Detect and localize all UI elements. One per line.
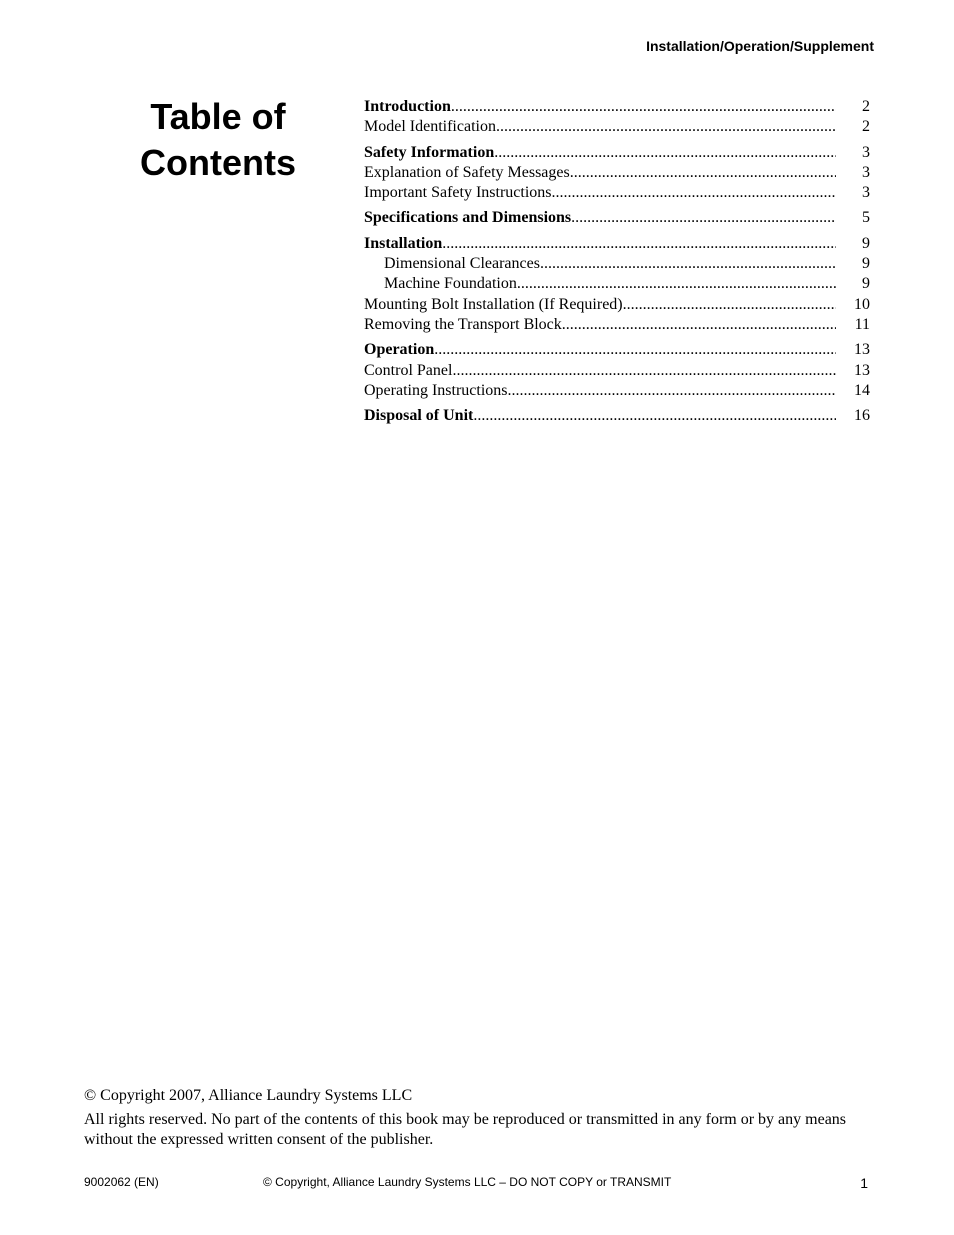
toc-entry-mounting-bolt-installation[interactable] — [364, 295, 870, 315]
toc-entry-page: 16 — [854, 407, 870, 425]
toc-entry-page: 9 — [862, 234, 870, 252]
toc-entry-title: Control Panel — [364, 361, 453, 379]
toc-entry-dimensional-clearances[interactable] — [364, 254, 870, 274]
toc-entry-specifications-and-dimensions[interactable] — [364, 208, 870, 228]
toc-entry-page: 10 — [854, 295, 870, 313]
toc-heading — [118, 94, 318, 186]
toc-entry-title: Installation — [364, 234, 443, 252]
footer-copyright-notice: © Copyright, Alliance Laundry Systems LLC – DO NOT COPY or TRANSMIT — [263, 1175, 672, 1189]
toc-entry-title: Introduction — [364, 98, 451, 115]
toc-entry-operation[interactable] — [364, 340, 870, 360]
toc-heading-line-1: Table of — [150, 96, 286, 137]
toc-entry-title: Safety Information — [364, 143, 495, 161]
toc-leader-dots — [496, 117, 836, 137]
toc-leader-dots — [552, 183, 836, 203]
toc-entry-title: Mounting Bolt Installation (If Required) — [364, 295, 623, 313]
toc-leader-dots — [494, 143, 836, 163]
toc-entry-control-panel[interactable] — [364, 361, 870, 381]
page-number: 1 — [860, 1175, 868, 1191]
toc-entry-page: 2 — [862, 118, 870, 136]
toc-entry-explanation-of-safety-messages[interactable] — [364, 163, 870, 183]
toc-entry-important-safety-instructions[interactable] — [364, 183, 870, 203]
toc-entry-page: 3 — [862, 163, 870, 181]
toc-entry-page: 3 — [862, 143, 870, 161]
toc-entry-page: 13 — [854, 361, 870, 379]
document-header-title: Installation/Operation/Supplement — [646, 38, 874, 54]
toc-entry-title: Operation — [364, 341, 435, 359]
toc-leader-dots — [434, 340, 836, 360]
toc-leader-dots — [473, 406, 836, 426]
toc-leader-dots — [540, 254, 836, 274]
toc-leader-dots — [451, 97, 836, 117]
toc-leader-dots — [571, 208, 836, 228]
rights-reserved-text: All rights reserved. No part of the contents of this book may be reproduced or transmitted in any form or by any means without the expressed written consent of the publisher. — [84, 1111, 847, 1148]
toc-leader-dots — [623, 295, 836, 315]
toc-entry-page: 14 — [854, 381, 870, 399]
toc-entry-page: 3 — [862, 184, 870, 202]
toc-heading-line-2: Contents — [140, 142, 296, 183]
toc-entry-title: Specifications and Dimensions — [364, 209, 572, 227]
toc-leader-dots — [452, 361, 836, 381]
toc-entry-page: 2 — [862, 98, 870, 115]
toc-entry-title: Important Safety Instructions — [364, 184, 552, 202]
toc-entry-title: Machine Foundation — [384, 275, 517, 293]
toc-entry-page: 9 — [862, 255, 870, 273]
toc-entry-installation[interactable] — [364, 234, 870, 254]
toc-entry-title: Explanation of Safety Messages — [364, 163, 570, 181]
toc-entry-disposal-of-unit[interactable] — [364, 406, 870, 426]
toc-entry-safety-information[interactable] — [364, 143, 870, 163]
toc-entry-removing-transport-block[interactable] — [364, 315, 870, 335]
toc-entry-model-identification[interactable] — [364, 117, 870, 137]
toc-entry-title: Removing the Transport Block — [364, 315, 562, 333]
toc-entry-page: 9 — [862, 275, 870, 293]
page-footer — [84, 1175, 874, 1195]
toc-list — [364, 97, 870, 426]
toc-entry-title: Model Identification — [364, 118, 496, 136]
document-number: 9002062 (EN) — [84, 1175, 159, 1189]
toc-entry-title: Dimensional Clearances — [384, 255, 540, 273]
toc-entry-machine-foundation[interactable] — [364, 274, 870, 294]
toc-entry-page: 13 — [854, 341, 870, 359]
toc-leader-dots — [517, 274, 836, 294]
toc-entry-operating-instructions[interactable] — [364, 381, 870, 401]
copyright-line: © Copyright 2007, Alliance Laundry Systems LLC — [84, 1087, 413, 1104]
toc-entry-title: Disposal of Unit — [364, 407, 474, 425]
copyright-notice — [84, 1086, 874, 1150]
toc-leader-dots — [570, 163, 836, 183]
toc-leader-dots — [562, 315, 836, 335]
toc-leader-dots — [508, 381, 836, 401]
toc-entry-page: 5 — [862, 209, 870, 227]
toc-entry-page: 11 — [854, 315, 870, 333]
toc-entry-introduction[interactable] — [364, 97, 870, 117]
toc-leader-dots — [442, 234, 836, 254]
toc-entry-title: Operating Instructions — [364, 381, 508, 399]
